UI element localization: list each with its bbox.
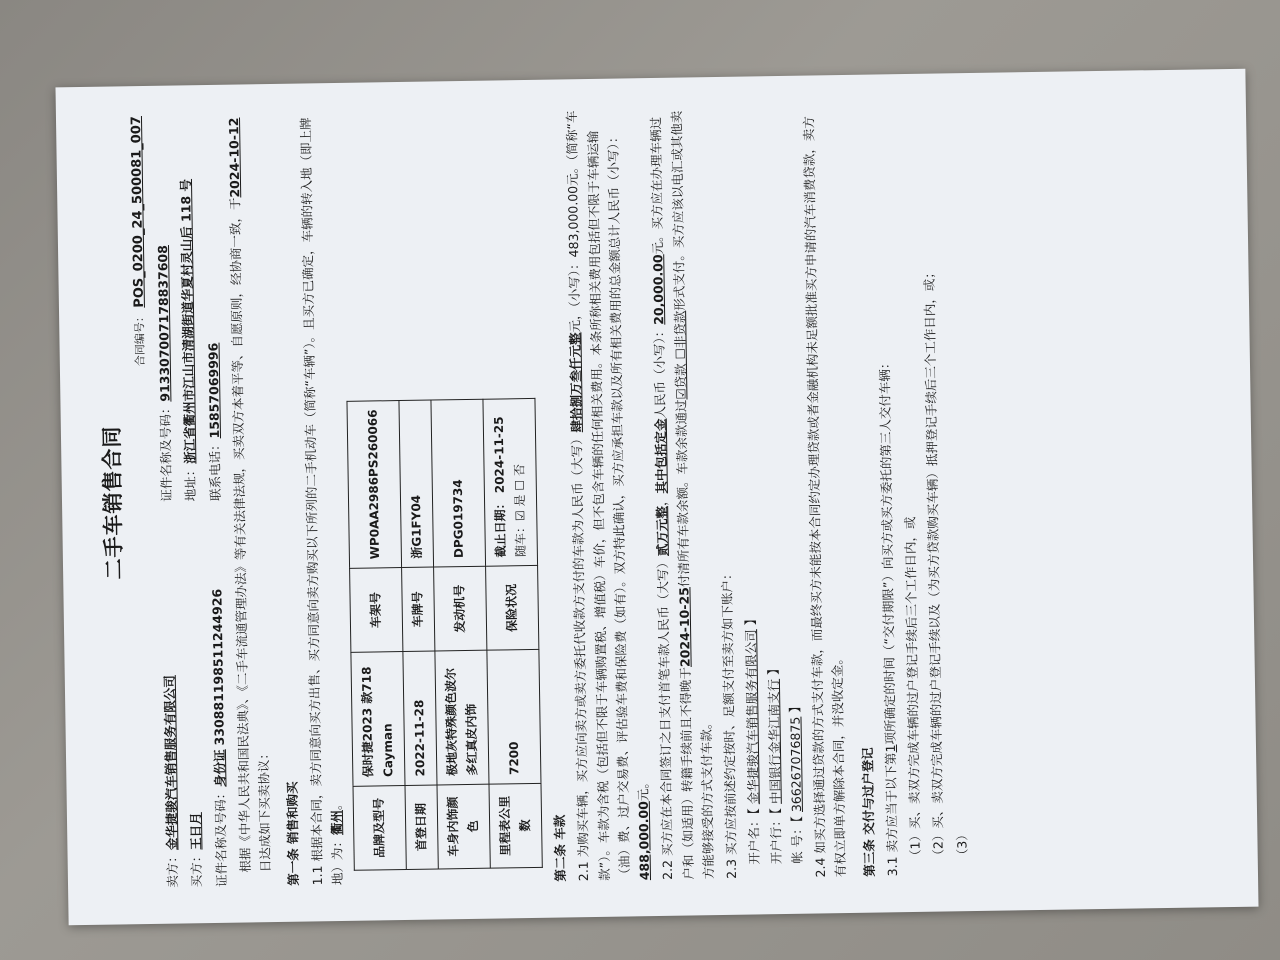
account-name-line: 开户名：【 金华捷骏汽车销售服务有限公司 】 [743,612,763,865]
account-bank-label: 开户行： [767,814,784,865]
contract-number-label: 合同编号： [133,311,147,367]
vin-label: 车架号 [350,567,403,652]
clause-2-2-text-e: 付清所有车款余额。车款余款通过 [673,399,692,588]
buyer-id-label: 证件名称及号码： [212,786,229,888]
account-number-label: 帐 号： [789,822,805,864]
total-amount: 488,000.00 [635,801,653,881]
clause-3-1-item-1: （1）买、卖双方完成车辆的过户登记手续后三个工作日内，或 [902,516,923,863]
table-row [483,398,542,868]
seller-address: 浙江省衢州市江山市清湖街道华夏村灵山后 118 号 [178,178,198,464]
color-label: 车身内饰颜色 [437,784,490,869]
account-bank: 中国银行金华江南支行 [765,678,783,805]
mileage-value: 7200 [487,650,541,784]
buyer-id-type: 身份证 [211,749,228,788]
clause-2-2-text-d: 元。买方应在办理车辆过户和（如适用）转籍手续前且不得晚于 [648,116,696,880]
clause-3-1-end: 项所确定的时间（“交付期限”）向买方或买方委托的第三人交付车辆： [876,356,898,745]
registration-place: 衢州 [328,809,345,836]
deposit-upper: 贰万元整 [654,505,671,557]
preamble-text-end: 日达成如下买卖协议： [255,747,273,873]
reg-date-label: 首登日期 [405,785,439,870]
contract-sheet [55,69,1258,926]
clause-3-1-item-2: （2）买、卖双方完成车辆的过户登记手续以及（为买方贷款购买车辆）抵押登记手续后三个工作日内，或； [921,266,947,862]
clause-1-1-text: 1.1 根据本合同，卖方同意向买方出售、买方同意向卖方购买以下所列的二手机动车（简称“车辆”）。且买方已确定，车辆的转入地（即上牌地）为： [297,117,345,886]
clause-2-2 [646,107,719,880]
clause-2-1-end: 元。 [635,776,651,802]
plate-label: 车牌号 [402,567,436,652]
preamble [224,114,277,887]
account-name-label: 开户名： [746,814,763,865]
clause-2-4: 2.4 如买方选择通过贷款的方式支付车款，而最终买方未能按本合同约定办理贷款或者金融机构未足额批准买方申请的汽车消费贷款，卖方有权立即单方解除本合同，并没收定金。 [801,116,849,878]
clause-2-1 [562,108,655,881]
document-title: 二手车销售合同 [99,425,127,580]
seller-id-label: 证件名称及号码： [157,401,175,502]
clause-2-2-sep: ， [654,493,670,507]
table-row [431,399,490,869]
brand-label: 品牌及型号 [353,785,406,870]
delivery-choice: 1 [882,744,898,753]
clause-2-2-text: 2.2 买方应在本合同签订之日支付首笔车款人民币（大写） [655,555,676,880]
article-2-title: 第二条 车款 [552,814,569,882]
clause-2-1-text-b: 元，（小写）：483,000.00元。（简称“车款”）。车款为含税（包括但不限于车辆购置税、增值税）车价，但不包含车辆的任何相关费用。本条所称相关费用包括但不限于车辆运输（油）费、过户交易费、评估验车费和保险费（如有）。双方特此确认，买方应承担车款以及所有相关费用的总金额总计人民币（小写）： [564,110,632,881]
account-bank-line: 开户行：【 中国银行金华江南支行 】 [765,662,784,865]
clause-1-1-end: 。 [328,797,344,811]
agreement-date: 2024-10-12 [225,117,243,198]
clause-2-2-end: 形式支付。买方应该以电汇或其他卖方能够接受的方式支付车款。 [668,110,716,880]
account-name: 金华捷骏汽车销售服务有限公司 [743,629,762,805]
buyer-phone-label: 联系电话： [206,438,223,502]
preamble-text: 根据《中华人民共和国民法典》、《二手车流通管理办法》等有关法律法规，买卖双方本着平等、自愿原则，经协商一致，于 [227,197,253,873]
table-row [347,401,406,871]
payment-method: ☑贷款 ☐非贷款 [671,310,689,400]
contract-number: POS_0200_24_500081_007 [128,116,147,308]
insurance-value [483,398,537,566]
account-number: 366267076875 [787,716,804,813]
payment-deadline: 2024-10-25 [676,586,693,668]
seller-id: 913307007178837608 [155,245,173,402]
clause-3-1-text: 3.1 卖方应当于以下第 [882,752,900,877]
article-3-title: 第三条 交付与过户登记 [859,747,877,877]
reg-date-value: 2022-11-28 [403,651,438,785]
engine-label: 发动机号 [434,566,487,651]
buyer-label: 买方： [188,849,205,888]
seller-address-label: 地址： [182,463,199,502]
seller-label: 卖方： [164,850,181,888]
buyer-id: 330881198511244926 [208,588,227,746]
vin-value: WP0AA2986PS260066 [347,401,401,569]
seller-name: 金华捷骏汽车销售服务有限公司 [161,675,180,851]
vehicle-table [347,398,543,871]
insurance-follow: 随车：☑ 是 ☐ 否 [512,464,528,558]
clause-3-1-item-3: （3） [953,828,970,862]
insurance-label: 保险状况 [486,565,539,650]
engine-value: DPG019734 [431,399,485,567]
mileage-label: 里程表公里数 [489,783,542,868]
clause-1-1 [295,113,348,886]
price-upper: 肆拾捌万叁仟元整 [567,332,585,433]
deposit-amount: 20,000.00 [650,254,667,325]
account-number-line: 帐 号：【 366267076875 】 [787,700,805,864]
contract-paper [55,69,1258,926]
insurance-expiry: 截止日期： 2024-11-25 [491,416,509,558]
buyer-phone: 15857069996 [205,342,222,439]
brand-value: 保时捷2023 款718 Cayman [351,652,405,786]
article-1-title: 第一条 销售和购买 [284,781,302,886]
clause-2-3: 2.3 买方应按前述约定按时、足额支付至卖方如下账户： [719,567,740,879]
clause-2-1-text: 2.1 为购买车辆，买方应向卖方或卖方委托代收款方支付的车款为人民币（大写） [569,432,592,882]
clause-2-2-text-c: 人民币（小写）： [651,324,669,419]
deposit-note: 其中包括定金 [653,418,670,494]
plate-value: 浙G1FY04 [399,400,434,567]
buyer-name: 王日月 [188,812,204,850]
color-value: 极地灰特殊颜色波尔多红真皮内饰 [435,650,489,784]
